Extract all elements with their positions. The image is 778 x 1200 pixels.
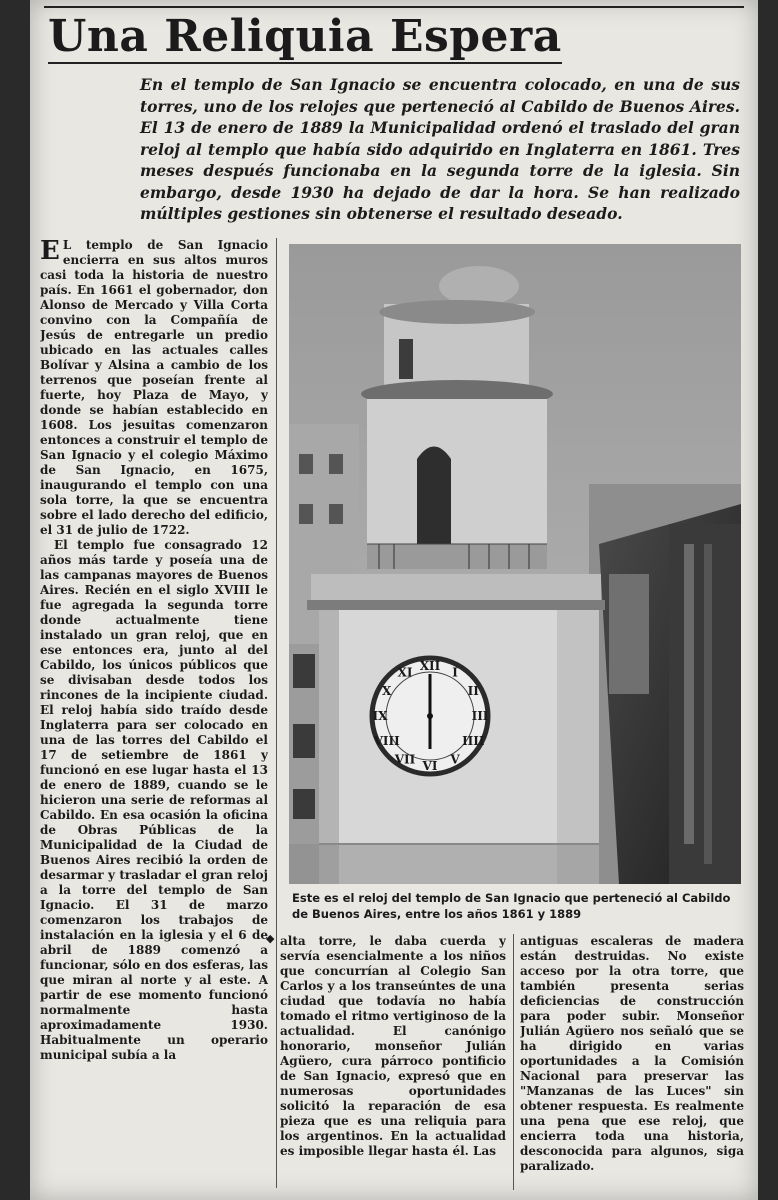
column-marker: ◆: [266, 932, 275, 945]
clock-numeral: III: [471, 709, 489, 723]
clock-numeral: X: [382, 684, 392, 698]
clock-numeral: I: [452, 665, 458, 680]
middle-column-text: alta torre, le daba cuerda y servía esencialmente a los niños que concurrían al Colegio San Carlos y a los transeúntes de una ciudad que todavía no había tomado el ritmo vertiginoso de la actualidad. El canónigo honorario, monseñor Julián Agüero, cura párroco pontificio de San Ignacio, expresó que en numerosas oportunidades solicitó la reparación de esa pieza que es una reliquia para los argentinos. En la actualidad es imposible llegar hasta él. Las: [280, 934, 506, 1158]
clock-numeral: IIII: [462, 734, 485, 748]
clock-numeral: XI: [397, 665, 413, 680]
drop-cap: E: [40, 238, 60, 266]
photo-caption: Este es el reloj del templo de San Ignacio que perteneció al Cabildo de Buenos Aires, entre los años 1861 y 1889: [292, 891, 731, 921]
left-paragraph-2: El templo fue consagrado 12 años más tarde y poseía una de las campanas mayores de Buenos Aires. Recién en el siglo XVIII le fue agregada la segunda torre donde actualmente tiene instalado un gran reloj, que en ese entonces era, junto al del Cabildo, los únicos públicos que se divisaban desde todos los rincones de la incipiente ciudad. El reloj había sido traído desde Inglaterra para ser colocado en una de las torres del Cabildo el 17 de setiembre de 1861 y funcionó en ese lugar hasta el 13 de enero de 1889, cuando se le hicieron una serie de reformas al Cabildo. En esa ocasión la oficina de Obras Públicas de la Municipalidad de la Ciudad de Buenos Aires recibió la orden de desarmar y trasladar el gran reloj a la torre del templo de San Ignacio. El 31 de marzo comenzaron los trabajos de instalación en la iglesia y el 6 de abril de 1889 comenzó a funcionar, sólo en dos esferas, las que miran al norte y al este. A partir de ese momento funcionó normalmente hasta aproximadamente 1930. Habitualmente un operario municipal subía a la: [40, 538, 268, 1062]
top-rule: [44, 6, 744, 8]
subhead: En el templo de San Ignacio se encuentra colocado, en una de sus torres, uno de los relojes que perteneció al Cabildo de Buenos Aires. El 13 de enero de 1889 la Municipalidad ordenó el traslado del gran reloj al templo que había sido adquirido en Inglaterra en 1861. Tres meses después funcionaba en la segunda torre de la iglesia. Sin embargo, desde 1930 ha dejado de dar la hora. Se han realizado múltiples gestiones sin obtenerse el resultado deseado.: [140, 75, 740, 223]
right-column-text: antiguas escaleras de madera están destruidas. No existe acceso por la otra torre, que también presenta serias deficiencias de construcción para poder subir. Monseñor Julián Agüero nos señaló que se ha dirigido en varias oportunidades a la Comisión Nacional para preservar las "Manzanas de las Luces" sin obtener respuesta. Es realmente una pena que ese reloj, que encierra toda una historia, desconocida para algunos, siga paralizado.: [520, 934, 744, 1173]
clock-tower-photo: [289, 244, 741, 884]
newspaper-clipping: [30, 0, 758, 1200]
column-divider-left: [276, 238, 277, 1188]
left-column: [40, 238, 268, 1188]
right-column: [520, 934, 744, 1190]
clock-tower-illustration: [289, 244, 741, 884]
left-paragraph-1: [40, 238, 268, 538]
middle-column: [280, 934, 506, 1190]
column-divider-right: [513, 934, 514, 1190]
clock-numeral: VI: [422, 759, 438, 773]
left-paragraph-1-text: L templo de San Ignacio encierra en sus altos muros casi toda la historia de nuestro país. En 1661 el gobernador, don Alonso de Mercado y Villa Corta convino con la Compañía de Jesús de entregarle un predio ubicado en las actuales calles Bolívar y Alsina a cambio de los terrenos que poseían frente al fuerte, hoy Plaza de Mayo, y donde se habían establecido en 1608. Los jesuitas comenzaron entonces a construir el templo de San Ignacio y el colegio Máximo de San Ignacio, en 1675, inaugurando el templo con una sola torre, la que se encuentra sobre el lado derecho del edificio, el 31 de julio de 1722.: [40, 238, 268, 537]
clock-numeral: VIII: [373, 734, 400, 748]
headline: Una Reliquia Espera: [48, 14, 562, 64]
clock-numeral: II: [467, 684, 479, 698]
clock-numeral: V: [450, 752, 460, 767]
clock-numeral: VII: [394, 752, 416, 767]
clock-numeral: IX: [372, 709, 388, 723]
clock-numeral: XII: [419, 659, 441, 673]
